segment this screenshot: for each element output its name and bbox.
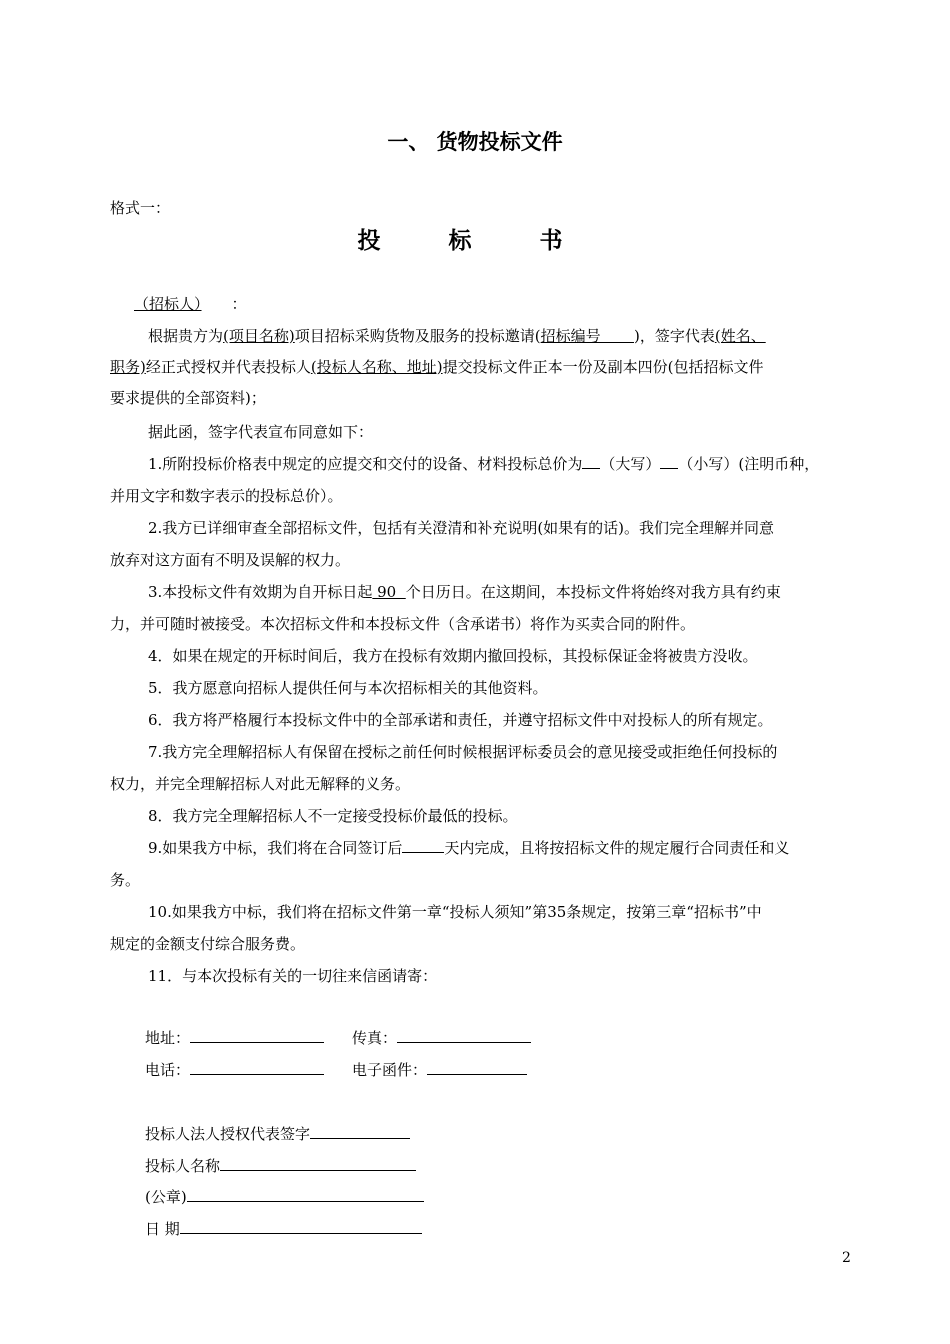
item-9-line-2: 务。: [110, 871, 141, 889]
project-name-field: (项目名称): [223, 327, 295, 345]
bidder-name-line: 投标人名称: [145, 1155, 416, 1176]
bidder-info-field: (投标人名称、地址): [310, 358, 443, 376]
bid-number-field: 招标编号: [540, 327, 634, 345]
document-title: 投 标 书: [357, 228, 593, 254]
phone-line: 电话：: [145, 1059, 324, 1080]
item-11: 11．与本次投标有关的一切往来信函请寄：: [148, 967, 438, 985]
address-blank: [190, 1041, 324, 1043]
item-6: 6．我方将严格履行本投标文件中的全部承诺和责任，并遵守招标文件中对投标人的所有规定。: [148, 711, 773, 729]
address-line: 地址：: [145, 1027, 324, 1048]
item-7-line-1: 7.我方完全理解招标人有保留在授标之前任何时候根据评标委员会的意见接受或拒绝任何投标的: [148, 743, 778, 761]
intro-line-3: 要求提供的全部资料)；: [110, 389, 266, 407]
email-line: 电子函件：: [352, 1059, 527, 1080]
section-heading: 一、 货物投标文件: [387, 130, 563, 154]
fax-blank: [397, 1041, 531, 1043]
bidder-name-blank: [220, 1169, 416, 1171]
intro-line-1: 根据贵方为(项目名称)项目招标采购货物及服务的投标邀请(招标编号 )，签字代表(姓名、: [148, 327, 766, 345]
signature-rep-line: 投标人法人授权代表签字: [145, 1123, 410, 1144]
days-blank: [402, 851, 444, 853]
date-line: 日 期: [145, 1218, 422, 1239]
item-2-line-1: 2.我方已详细审查全部招标文件，包括有关澄清和补充说明(如果有的话)。我们完全理解并同意: [148, 519, 775, 537]
item-1-line-1: 1.所附投标价格表中规定的应提交和交付的设备、材料投标总价为 （大写） （小写）(注明币种，: [148, 455, 820, 473]
item-9-line-1: 9.如果我方中标，我们将在合同签订后 天内完成，且将按招标文件的规定履行合同责任和义: [148, 839, 790, 857]
item-10-line-2: 规定的金额支付综合服务费。: [110, 935, 306, 953]
phone-blank: [190, 1073, 324, 1075]
format-label: 格式一：: [110, 199, 171, 217]
item-1-line-2: 并用文字和数字表示的投标总价）。: [110, 487, 343, 505]
item-5: 5．我方愿意向招标人提供任何与本次招标相关的其他资料。: [148, 679, 548, 697]
item-7-line-2: 权力，并完全理解招标人对此无解释的义务。: [110, 775, 411, 793]
signature-blank: [310, 1137, 410, 1139]
page-number: 2: [842, 1250, 851, 1266]
rep-name-field: (姓名、: [714, 327, 766, 345]
intro-line-2: 职务)经正式授权并代表投标人(投标人名称、地址)提交投标文件正本一份及副本四份(包括招标文件: [110, 358, 764, 376]
item-4: 4．如果在规定的开标时间后，我方在投标有效期内撤回投标，其投标保证金将被贵方没收。: [148, 647, 758, 665]
item-3-line-2: 力，并可随时被接受。本次招标文件和本投标文件（含承诺书）将作为买卖合同的附件。: [110, 615, 696, 633]
seal-line: (公章): [145, 1186, 424, 1207]
seal-blank: [187, 1200, 424, 1202]
item-2-line-2: 放弃对这方面有不明及误解的权力。: [110, 551, 351, 569]
item-8: 8．我方完全理解招标人不一定接受投标价最低的投标。: [148, 807, 518, 825]
date-blank: [180, 1232, 422, 1234]
recipient-line: （招标人） ：: [110, 293, 247, 314]
item-3-line-1: 3.本投标文件有效期为自开标日起 90 个日历日。在这期间，本投标文件将始终对我方具有约束: [148, 583, 781, 601]
item-10-line-1: 10.如果我方中标，我们将在招标文件第一章“投标人须知”第35条规定，按第三章“招标书”中: [148, 903, 762, 921]
declare-line: 据此函，签字代表宣布同意如下：: [148, 423, 374, 441]
fax-line: 传真：: [352, 1027, 531, 1048]
validity-days-field: 90: [372, 583, 406, 601]
email-blank: [427, 1073, 527, 1075]
recipient-field: （招标人）: [134, 295, 202, 313]
